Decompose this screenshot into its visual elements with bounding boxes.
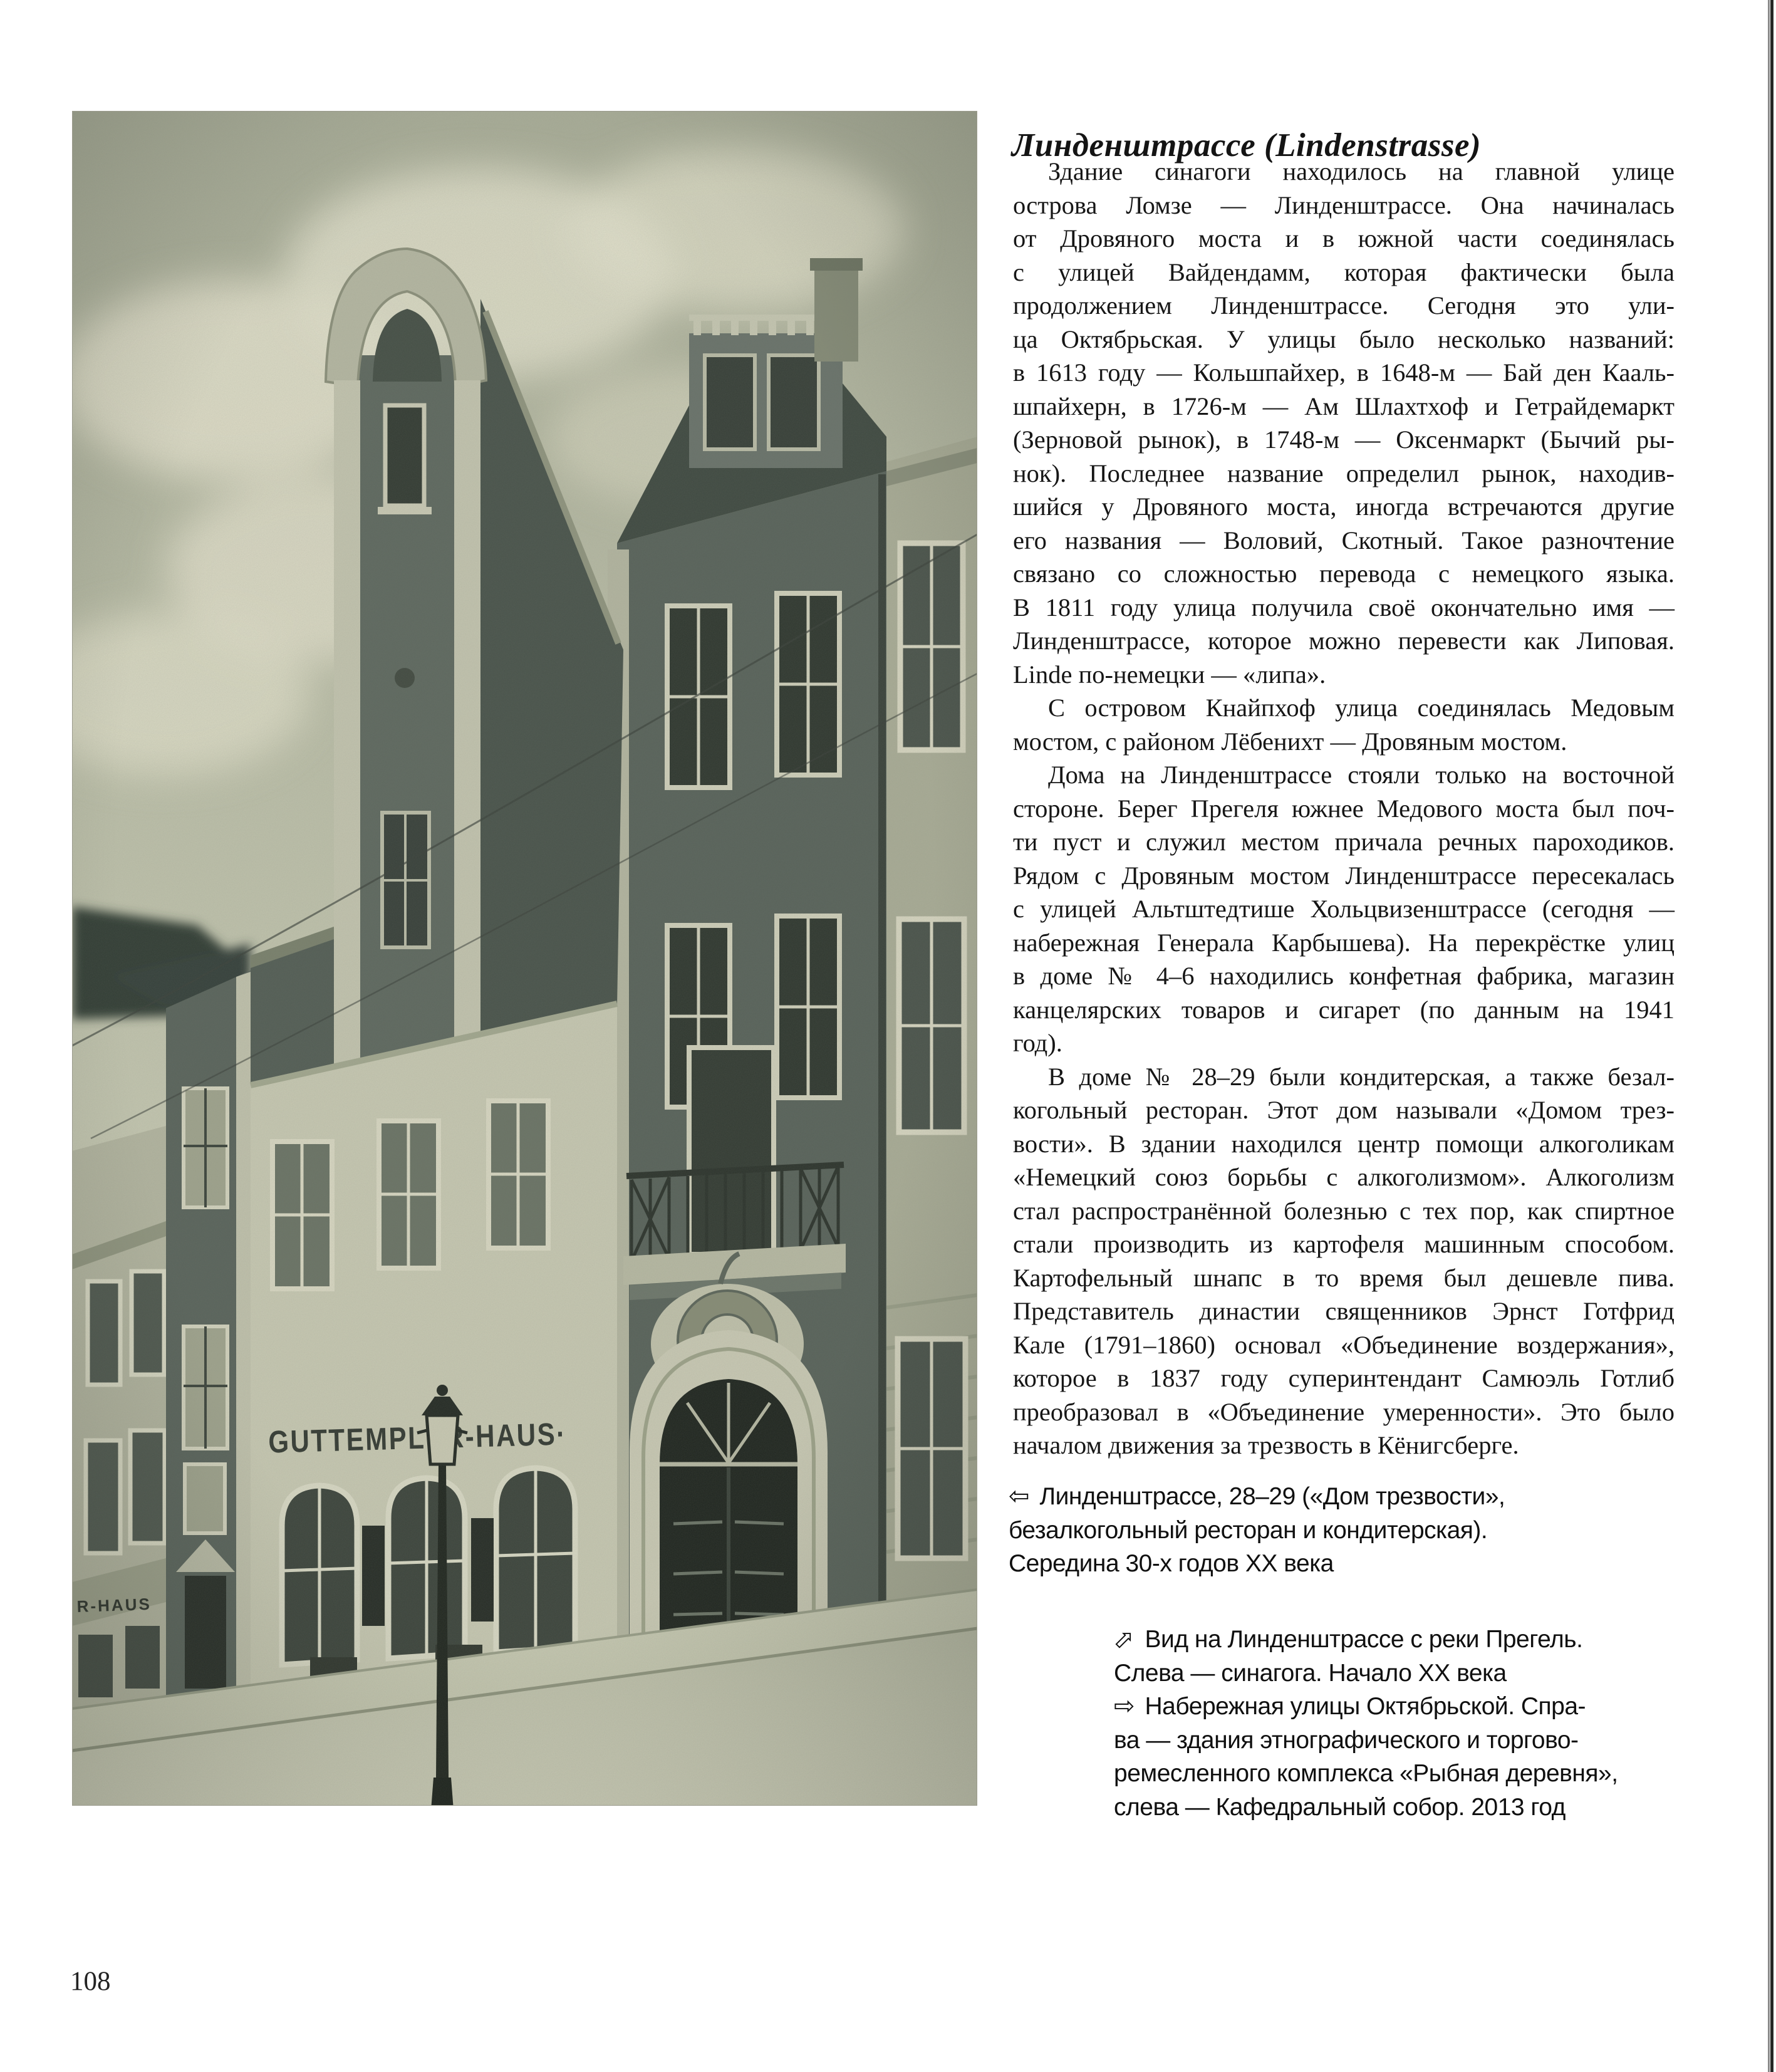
article-title: Линденштрассе (Lindenstrasse)	[1012, 127, 1482, 164]
body-line: Здание синагоги находилось на главной улице	[1048, 157, 1675, 185]
arrow-northeast-icon: ⇨	[1106, 1622, 1141, 1657]
body-line: шийся у Дровяного моста, иногда встречаются другие	[1013, 492, 1675, 521]
body-line: стороне. Берег Прегеля южнее Медового моста был поч-	[1013, 794, 1675, 823]
caption-line: Середина 30-х годов XX века	[1009, 1550, 1334, 1577]
body-line: его названия — Воловий, Скотный. Такое разночтение	[1013, 526, 1675, 554]
page-number: 108	[70, 1967, 111, 1996]
caption-line: ремесленного комплекса «Рыбная деревня»,	[1114, 1760, 1618, 1787]
body-line: С островом Кнайпхоф улица соединялась Медовым	[1048, 694, 1675, 722]
body-line: Рядом с Дровяным мостом Линденштрассе пересекалась	[1013, 861, 1675, 890]
body-line: нок). Последнее название определил рынок, находив-	[1013, 459, 1675, 487]
body-line: стал распространённой болезнью с тех пор, как спиртное	[1013, 1196, 1675, 1225]
body-line: год).	[1013, 1029, 1062, 1057]
caption-line: Слева — синагога. Начало XX века	[1114, 1659, 1507, 1687]
body-line: Картофельный шнапс в то время был дешевле пива.	[1013, 1263, 1675, 1292]
caption-line: ⇨ Вид на Линденштрассе с реки Прегель.	[1114, 1623, 1696, 1657]
body-line: стали производить из картофеля машинным способом.	[1013, 1230, 1675, 1258]
photo-vignette	[72, 111, 977, 1806]
caption-line: безалкогольный ресторан и кондитерская).	[1009, 1516, 1488, 1544]
body-line: острова Ломзе — Линденштрассе. Она начиналась	[1013, 190, 1675, 219]
archival-photo	[72, 111, 977, 1806]
body-line: продолжением Линденштрассе. Сегодня это ули-	[1013, 291, 1675, 320]
body-line: Кале (1791–1860) основал «Объединение воздержания»,	[1013, 1330, 1675, 1359]
body-line: ти пуст и служил местом причала речных пароходиков.	[1013, 828, 1675, 856]
arrow-right-icon: ⇨	[1114, 1692, 1135, 1720]
body-line: ца Октябрьская. У улицы было несколько названий:	[1013, 325, 1675, 353]
body-line: Дома на Линденштрассе стояли только на восточной	[1048, 761, 1675, 789]
caption-line: ⇦ Линденштрассе, 28–29 («Дом трезвости»,	[1009, 1480, 1685, 1514]
body-line: когольный ресторан. Этот дом называли «Домом трез-	[1013, 1096, 1675, 1124]
body-line: связано со сложностью перевода с немецкого языка.	[1013, 560, 1675, 588]
photo-illustration	[72, 111, 977, 1806]
scan-edge-shadow	[1768, 0, 1770, 2072]
body-line: преобразовал в «Объединение умеренности». Это было	[1013, 1397, 1675, 1426]
body-line: которое в 1837 году суперинтендант Самюэль Готлиб	[1013, 1364, 1675, 1392]
body-line: началом движения за трезвость в Кёнигсберге.	[1013, 1431, 1519, 1459]
body-line: вости». В здании находился центр помощи алкоголикам	[1013, 1129, 1675, 1158]
caption-right	[1106, 1622, 1696, 1824]
body-line: в 1613 году — Кольшпайхер, в 1648-м — Бай ден Кааль-	[1013, 358, 1675, 387]
body-line: Linde по-немецки — «липа».	[1013, 660, 1326, 689]
body-line: от Дровяного моста и в южной части соединялась	[1013, 224, 1675, 252]
caption-line: ⇨ Набережная улицы Октябрьской. Спра-	[1114, 1690, 1696, 1724]
caption-left	[1009, 1480, 1685, 1581]
body-line: шпайхерн, в 1726-м — Ам Шлахтхоф и Гетрайдемаркт	[1013, 392, 1675, 420]
body-text	[1013, 155, 1675, 1462]
body-line: (Зерновой рынок), в 1748-м — Оксенмаркт (Бычий ры-	[1013, 425, 1675, 454]
body-line: В доме № 28–29 были кондитерская, а также безал-	[1048, 1062, 1675, 1091]
body-line: Линденштрассе, которое можно перевести как Липовая.	[1013, 627, 1675, 655]
scan-edge-line	[1770, 0, 1773, 2072]
body-line: набережная Генерала Карбышева). На перекрёстке улиц	[1013, 928, 1675, 957]
caption-line: ва — здания этнографического и торгово-	[1114, 1726, 1579, 1754]
body-line: Представитель династии священников Эрнст Готфрид	[1013, 1297, 1675, 1325]
body-line: мостом, с районом Лёбенихт — Дровяным мостом.	[1013, 727, 1567, 756]
caption-line: слева — Кафедральный собор. 2013 год	[1114, 1793, 1566, 1821]
body-line: «Немецкий союз борьбы с алкоголизмом». Алкоголизм	[1013, 1163, 1675, 1191]
body-line: в доме № 4–6 находились конфетная фабрика, магазин	[1013, 962, 1675, 990]
body-line: с улицей Вайдендамм, которая фактически была	[1013, 258, 1675, 286]
body-line: канцелярских товаров и сигарет (по данным на 1941	[1013, 995, 1675, 1024]
body-line: с улицей Альтштедтише Хольцвизенштрассе (сегодня —	[1013, 895, 1675, 923]
arrow-left-icon: ⇦	[1009, 1482, 1030, 1510]
body-line: В 1811 году улица получила своё окончательно имя —	[1013, 593, 1675, 622]
